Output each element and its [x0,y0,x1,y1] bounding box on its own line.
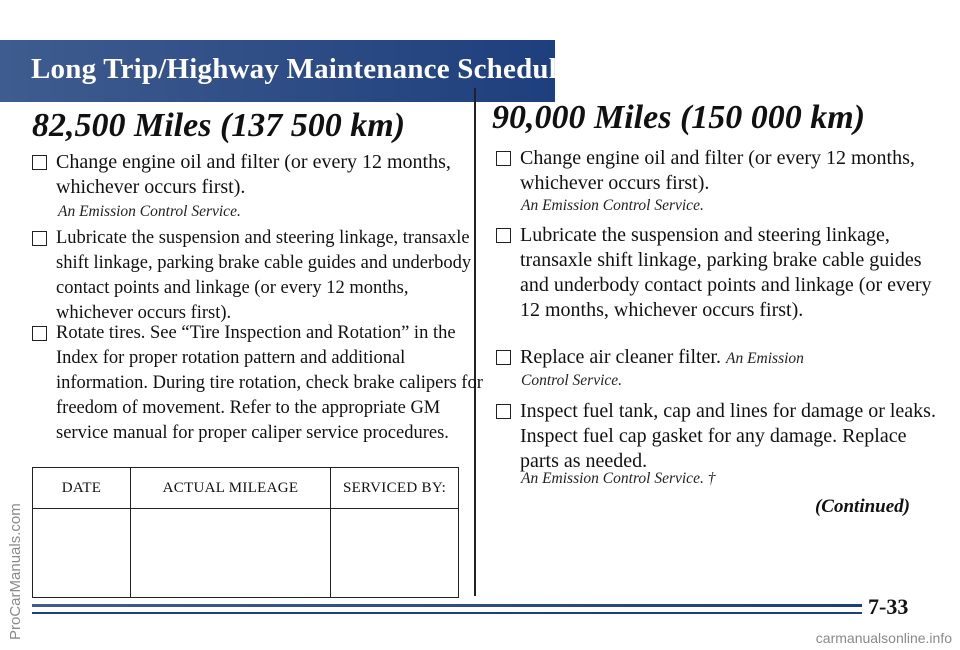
item-text: Change engine oil and filter (or every 12 months, whichever occurs first). [520,147,915,194]
emission-note-continued: Control Service. [521,372,623,389]
checklist-item-air-filter [496,345,960,371]
checkbox-icon[interactable] [496,151,511,166]
watermark-left: ProCarManuals.com [7,503,24,640]
section-banner [0,40,571,102]
checkbox-icon[interactable] [496,228,511,243]
serviced-by-column-header: SERVICED BY: [331,468,459,509]
continued-label: (Continued) [814,496,910,517]
item-text: Replace air cleaner filter. [520,346,721,368]
service-record-table [32,467,459,598]
item-text: Lubricate the suspension and steering linkage, transaxle shift linkage, parking brake cable guides and underbody contact points and linkage (or every 12 months, whichever occurs first). [56,228,472,323]
checkbox-icon[interactable] [32,326,47,341]
emission-note: An Emission Control Service. † [521,470,716,487]
emission-note: An Emission [726,350,804,367]
checklist-item-change-oil-left [32,150,486,200]
page-number: 7-33 [868,594,909,619]
footer-rule [32,604,862,607]
date-cell[interactable] [33,509,131,598]
banner-title: Long Trip/Highway Maintenance Schedule [31,53,571,85]
table-row [33,509,459,598]
checkbox-icon[interactable] [32,155,47,170]
checklist-item-lubricate-left [32,226,486,326]
mileage-cell[interactable] [131,509,331,598]
serviced-by-cell[interactable] [331,509,459,598]
right-mileage-heading: 90,000 Miles (150 000 km) [492,99,866,136]
footer-rule-thin [32,612,862,614]
item-text: Change engine oil and filter (or every 12 months, whichever occurs first). [56,151,451,198]
checklist-item-change-oil-right [496,146,960,196]
watermark-bottom: carmanualsonline.info [815,630,952,646]
emission-note: An Emission Control Service. [521,197,704,214]
checklist-item-rotate-tires [32,321,486,446]
checkbox-icon[interactable] [496,404,511,419]
table-header-row [33,468,459,509]
item-text: Lubricate the suspension and steering linkage, transaxle shift linkage, parking brake cable guides and underbody contact points and linkage (or every 12 months, whichever occurs first). [520,224,932,321]
date-column-header: DATE [33,468,131,509]
checkbox-icon[interactable] [496,350,511,365]
left-mileage-heading: 82,500 Miles (137 500 km) [32,107,406,144]
checklist-item-fuel-tank [496,399,940,474]
emission-note: An Emission Control Service. [58,203,241,220]
item-text: Rotate tires. See “Tire Inspection and Rotation” in the Index for proper rotation pattern and additional information. During tire rotation, check brake calipers for freedom of movement. Refer to the appropriate GM service manual for proper caliper service procedures. [56,323,483,443]
item-text: Inspect fuel tank, cap and lines for damage or leaks. Inspect fuel cap gasket for any damage. Replace parts as needed. [520,400,936,472]
checkbox-icon[interactable] [32,231,47,246]
mileage-column-header: ACTUAL MILEAGE [131,468,331,509]
checklist-item-lubricate-right [496,223,940,323]
